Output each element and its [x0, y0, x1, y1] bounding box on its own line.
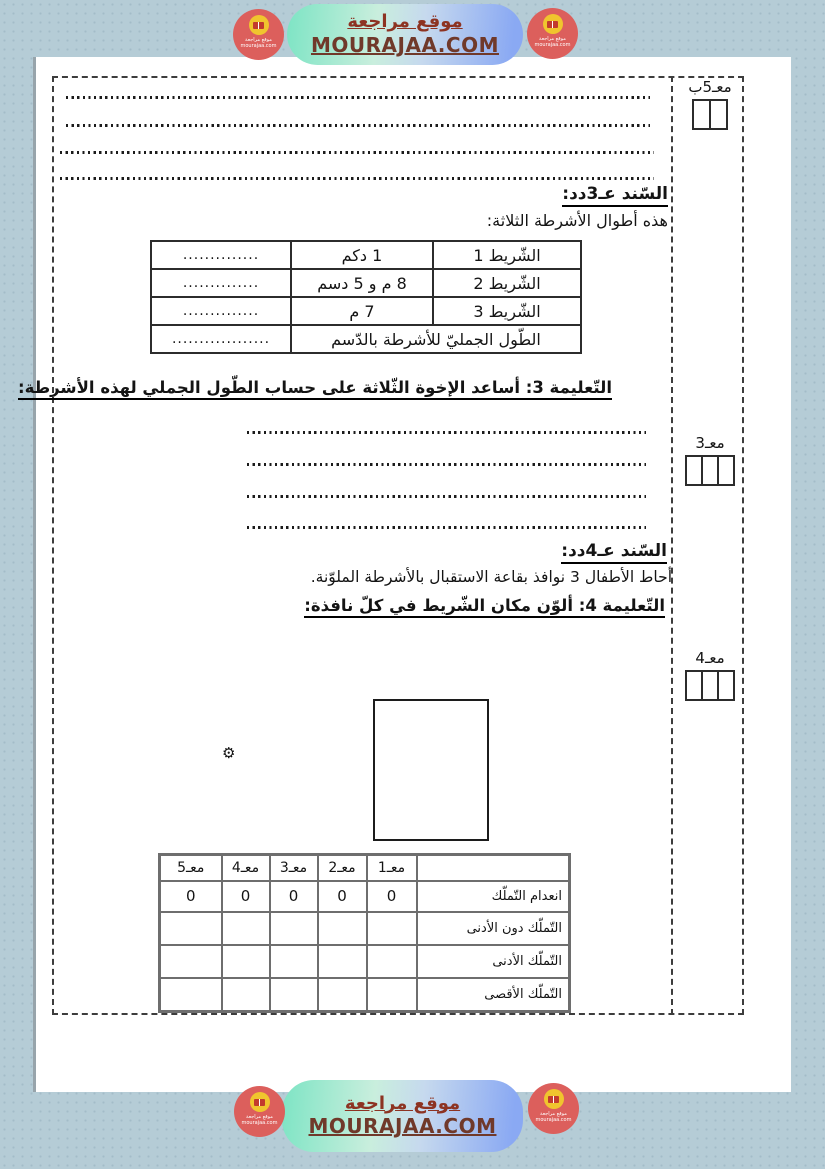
column-header: معـ5: [160, 855, 222, 881]
section4-heading-text: السّند عـ4دد:: [561, 541, 667, 564]
score-cell: [367, 945, 417, 978]
badge-url: mourajaa.com: [241, 1120, 278, 1126]
mourajaa-badge: [528, 1083, 579, 1134]
answer-dots: ..................: [151, 325, 291, 353]
table-row: [151, 241, 581, 269]
book-icon: [544, 1089, 564, 1109]
score-grid: [685, 455, 735, 486]
score-cell: 0: [270, 881, 318, 912]
answer-line: [247, 431, 646, 434]
score-cell: [160, 912, 222, 945]
criterion-label: انعدام التّملّك: [417, 881, 570, 912]
assessment-table: [158, 853, 571, 1013]
task3-heading-text: التّعليمة 3: أساعد الإخوة الثّلاثة على حساب الطّول الجملي لهذه الأشرطة:: [18, 378, 612, 400]
score-cell: [270, 912, 318, 945]
task3-heading: [18, 378, 612, 397]
assessment-header-row: [160, 855, 570, 881]
score-cell: [318, 912, 367, 945]
answer-dots: ..............: [151, 241, 291, 269]
score-cell: [160, 945, 222, 978]
site-url-link[interactable]: MOURAJAA.COM: [311, 32, 499, 57]
score-cell: [367, 912, 417, 945]
mourajaa-badge: [527, 8, 578, 59]
margin-dashed-divider: [671, 76, 673, 1015]
answer-line: [66, 124, 650, 127]
section3-heading: [562, 184, 668, 204]
score-mark-label: معـ3: [695, 434, 725, 452]
badge-url: mourajaa.com: [535, 1117, 572, 1123]
table-row: [160, 881, 570, 912]
answer-dots: ..............: [151, 297, 291, 325]
top-banner: [287, 4, 523, 65]
score-mark-4: [682, 649, 738, 701]
task4-heading-text: التّعليمة 4: ألوّن مكان الشّريط في كلّ نافذة:: [304, 596, 665, 618]
gear-icon: ⚙: [222, 744, 236, 762]
section4-intro: أحاط الأطفال 3 نوافذ بقاعة الاستقبال بالأشرطة الملوّنة.: [310, 568, 672, 586]
window-coloring-area: [373, 699, 489, 841]
answer-line: [247, 495, 646, 498]
score-cell: [318, 978, 367, 1012]
total-length-label: الطّول الجمليّ للأشرطة بالدّسم: [291, 325, 581, 353]
task4-heading: [304, 596, 665, 615]
badge-url: mourajaa.com: [240, 43, 277, 49]
site-url-link[interactable]: MOURAJAA.COM: [308, 1114, 497, 1139]
badge-label: موقع مراجعة: [539, 36, 566, 42]
column-header: معـ3: [270, 855, 318, 881]
column-header: معـ4: [222, 855, 270, 881]
score-cell: 0: [222, 881, 270, 912]
book-icon: [543, 14, 563, 34]
table-row: [160, 945, 570, 978]
score-cell: 0: [367, 881, 417, 912]
criterion-label: التّملّك الأقصى: [417, 978, 570, 1012]
answer-line: [60, 177, 654, 180]
badge-label: موقع مراجعة: [246, 1114, 273, 1120]
answer-line: [247, 526, 646, 529]
score-grid: [692, 99, 728, 130]
column-header: معـ1: [367, 855, 417, 881]
ribbon-value: 1 دكم: [291, 241, 433, 269]
criterion-label: التّملّك دون الأدنى: [417, 912, 570, 945]
score-cell: [270, 978, 318, 1012]
answer-line: [66, 96, 650, 99]
ribbon-label: الشّريط 2: [433, 269, 581, 297]
answer-line: [60, 151, 654, 154]
section3-intro: هذه أطوال الأشرطة الثلاثة:: [486, 211, 668, 230]
score-cell: 0: [318, 881, 367, 912]
table-row: [160, 912, 570, 945]
column-header: معـ2: [318, 855, 367, 881]
criterion-label: التّملّك الأدنى: [417, 945, 570, 978]
score-cell: [318, 945, 367, 978]
badge-label: موقع مراجعة: [245, 37, 272, 43]
ribbon-label: الشّريط 1: [433, 241, 581, 269]
ribbon-lengths-table: [150, 240, 582, 354]
table-row: [151, 269, 581, 297]
score-cell: [222, 912, 270, 945]
score-mark-label: معـ5ب: [688, 78, 732, 96]
score-grid: [685, 670, 735, 701]
score-cell: [222, 945, 270, 978]
score-cell: [367, 978, 417, 1012]
mourajaa-badge: [233, 9, 284, 60]
score-mark-5b: [682, 78, 738, 130]
ribbon-label: الشّريط 3: [433, 297, 581, 325]
table-row: [160, 978, 570, 1012]
book-icon: [249, 15, 269, 35]
badge-url: mourajaa.com: [534, 42, 571, 48]
score-cell: 0: [160, 881, 222, 912]
score-mark-3: [682, 434, 738, 486]
score-mark-label: معـ4: [695, 649, 725, 667]
score-cell: [270, 945, 318, 978]
badge-label: موقع مراجعة: [540, 1111, 567, 1117]
ribbon-value: 8 م و 5 دسم: [291, 269, 433, 297]
corner-cell: [417, 855, 570, 881]
section3-heading-text: السّند عـ3دد:: [562, 184, 668, 207]
book-icon: [250, 1092, 270, 1112]
bottom-banner: [282, 1080, 523, 1152]
site-name-arabic-link[interactable]: موقع مراجعة: [347, 11, 463, 33]
answer-line: [247, 463, 646, 466]
score-cell: [160, 978, 222, 1012]
ribbon-value: 7 م: [291, 297, 433, 325]
table-row: [151, 297, 581, 325]
table-row: [151, 325, 581, 353]
score-cell: [222, 978, 270, 1012]
answer-dots: ..............: [151, 269, 291, 297]
mourajaa-badge: [234, 1086, 285, 1137]
section4-heading: [561, 541, 667, 561]
site-name-arabic-link[interactable]: موقع مراجعة: [344, 1092, 461, 1114]
